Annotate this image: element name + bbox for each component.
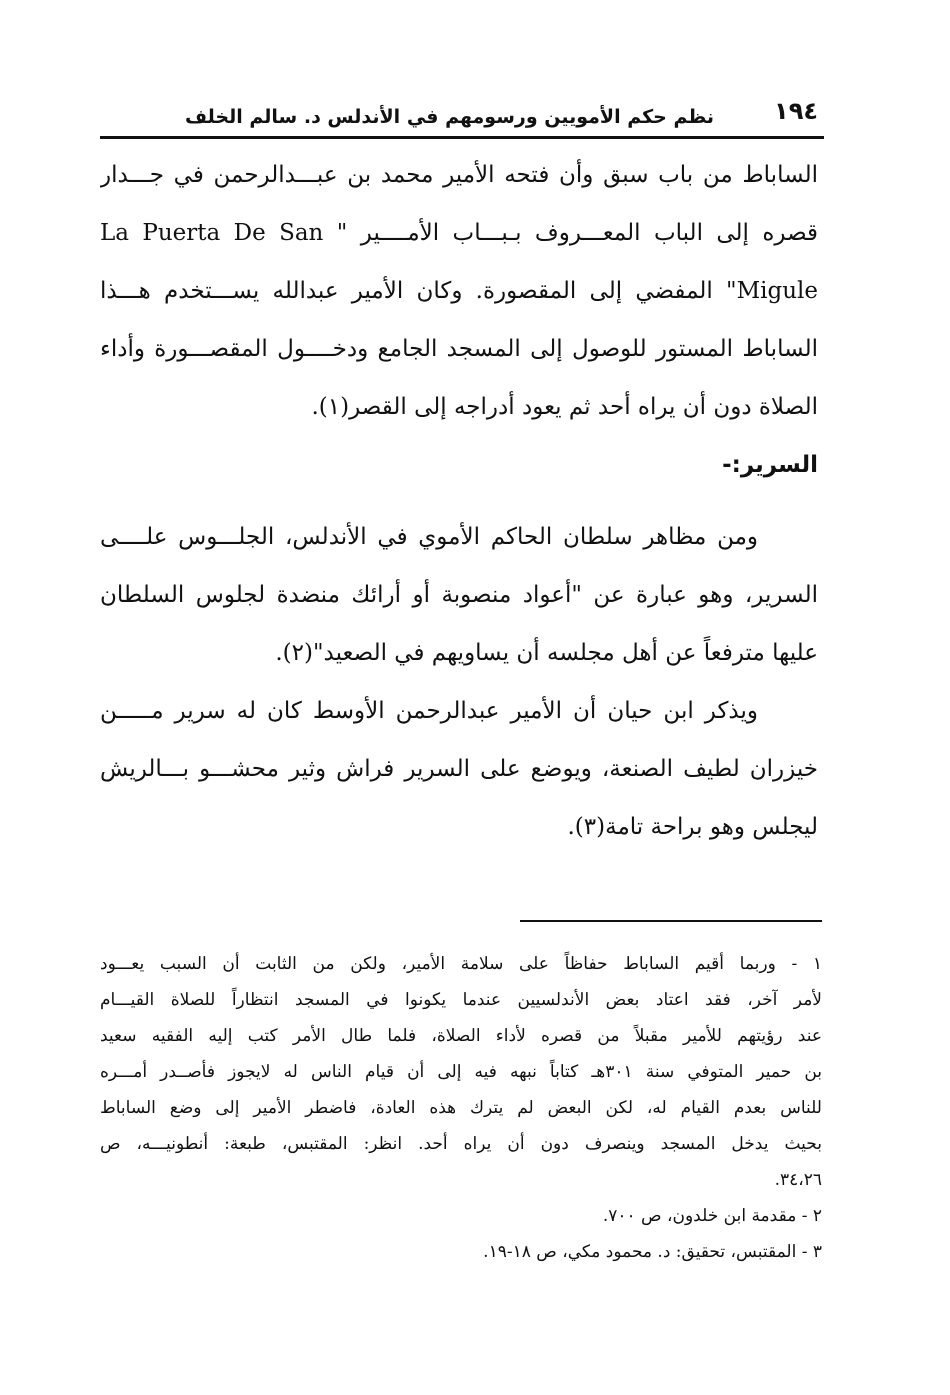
footnote-line: للناس بعدم القيام له، لكن البعض لم يترك هذه العادة، فاضطر الأمير إلى وضع الساباط (100, 1098, 822, 1118)
body-line: الساباط من باب سبق وأن فتحه الأمير محمد بن عبـــدالرحمن في جـــدار (100, 162, 818, 188)
footnote-line: ٢ - مقدمة ابن خلدون، ص ٧٠٠. (602, 1206, 822, 1226)
body-line: عليها مترفعاً عن أهل مجلسه أن يساويهم في الصعيد"(٢). (275, 640, 818, 666)
body-line: الصلاة دون أن يراه أحد ثم يعود أدراجه إلى القصر(١). (311, 394, 818, 420)
footnotes (100, 946, 822, 1270)
body-line: ويذكر ابن حيان أن الأمير عبدالرحمن الأوسط كان له سرير مـــــن (100, 698, 758, 724)
page-number: ١٩٤ (774, 97, 818, 125)
footnote-line: ٣٤،٢٦. (774, 1170, 822, 1190)
body-line: الساباط المستور للوصول إلى المسجد الجامع ودخــــول المقصـــورة وأداء (100, 336, 818, 362)
footnote-line: ١ - وربما أقيم الساباط حفاظاً على سلامة الأمير، ولكن من الثابت أن السبب يعـــود (100, 954, 822, 974)
body-text (100, 146, 818, 856)
body-line: السرير، وهو عبارة عن "أعواد منصوبة أو أرائك منضدة لجلوس السلطان (100, 582, 818, 608)
body-line: ليجلس وهو براحة تامة(٣). (567, 814, 818, 840)
body-line: قصره إلى الباب المعـــروف بـبـــاب الأمــــير " La Puerta De San (100, 220, 818, 246)
page-header (100, 96, 824, 136)
body-line: ومن مظاهر سلطان الحاكم الأموي في الأندلس، الجلـــوس علــــى (100, 524, 758, 550)
header-rule (100, 136, 824, 139)
footnote-line: ٣ - المقتبس، تحقيق: د. محمود مكي، ص ١٨-١٩. (483, 1242, 822, 1262)
footnote-line: بحيث يدخل المسجد وينصرف دون أن يراه أحد. انظر: المقتبس، طبعة: أنطونيـــه، ص (100, 1134, 822, 1154)
footnote-line: عند رؤيتهم للأمير مقبلاً من قصره لأداء الصلاة، فلما طال الأمر كتب إليه الفقيه سعيد (100, 1026, 822, 1046)
footnote-line: بن حمير المتوفي سنة ٣٠١هـ كتاباً نبهه فيه إلى أن قيام الناس له لايجوز فأصــدر أمـــره (100, 1062, 822, 1082)
running-title: نظم حكم الأمويين ورسومهم في الأندلس د. سالم الخلف (185, 106, 714, 128)
footnote-rule (520, 920, 822, 922)
footnote-line: لأمر آخر، فقد اعتاد بعض الأندلسيين عندما يكونوا في المسجد انتظاراً للصلاة القيـــام (100, 990, 822, 1010)
body-line: خيزران لطيف الصنعة، ويوضع على السرير فراش وثير محشـــو بـــالريش (100, 756, 818, 782)
body-line: Migule" المفضي إلى المقصورة. وكان الأمير عبدالله يســـتخدم هـــذا (100, 278, 818, 304)
paragraph-gap (100, 494, 818, 508)
section-title: السرير:- (722, 452, 818, 478)
